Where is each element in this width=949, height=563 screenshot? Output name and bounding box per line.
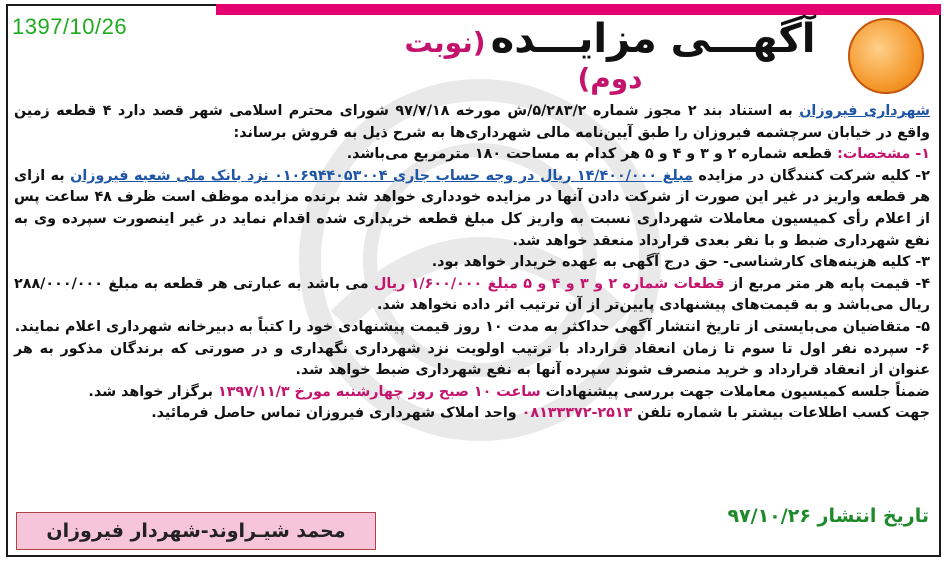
item-4-text: می باشد به عبارتی هر قطعه به مبلغ ۲۸۸/۰۰۰/۰۰۰ ریال می‌باشد و به قیمت‌های پیشنهادی پایین‌تر از آن ترتیب اثر داده نخواهد شد.	[14, 275, 930, 314]
item-5: ۵- متقاضیان می‌بایستی از تاریخ انتشار آگهی حداکثر به مدت ۱۰ روز قیمت پیشنهادی خود را کتباً به دبیرخانه شهرداری اعلام نمایند.	[14, 318, 930, 335]
municipality-logo-icon	[848, 18, 924, 94]
item-3: ۳- کلیه هزینه‌های کارشناسی- حق درج آگهی به عهده خریدار خواهد بود.	[431, 254, 930, 271]
municipality-name: شهرداری فیروزان	[799, 103, 930, 119]
item-2-lead: ۲- کلیه شرکت کنندگان در مزایده	[698, 167, 930, 184]
item-4	[14, 274, 930, 317]
item-2	[14, 166, 930, 252]
publish-date: تاریخ انتشار ۹۷/۱۰/۲۶	[727, 505, 929, 527]
ad-subtitle: (نوبت دوم)	[404, 26, 643, 95]
item-1-text: قطعه شماره ۲ و ۳ و ۴ و ۵ هر کدام به مساحت ۱۸۰ مترمربع می‌باشد.	[346, 146, 833, 163]
session-note-lead: ضمناً جلسه کمیسیون معاملات جهت بررسی پیشنهادات	[545, 383, 930, 400]
deposit-amount: مبلغ ۱۴/۴۰۰/۰۰۰ ریال در وجه حساب جاری ۰۱۰۶۹۴۴۰۵۳۰۰۴ نزد بانک ملی شعبه فیروزان	[70, 167, 693, 184]
item-1	[14, 144, 930, 166]
ad-header	[370, 16, 850, 95]
item-2-text: به ازای هر قطعه واریز در غیر این صورت از شرکت دادن آنها در مزایده خودداری خواهد شد برنده مزایده موظف است ظرف ۴۸ ساعت پس از اعلام رأی کمیسیون معاملات شهرداری نسبت به واریز کل مبلغ قطعه خریداری شده اقدام نماید در غیر اینصورت سپرده وی به نفع شهرداری ضبط و با نفر بعدی قرارداد منعقد خواهد شد.	[14, 167, 930, 249]
top-accent-bar	[216, 4, 941, 15]
item-4-lead: ۴- قیمت پایه هر متر مربع از	[730, 275, 931, 292]
session-time: ساعت ۱۰ صبح روز چهارشنبه مورخ ۱۳۹۷/۱۱/۳	[218, 383, 541, 400]
contact-lead: جهت کسب اطلاعات بیشتر با شماره تلفن	[637, 405, 930, 422]
session-note-tail: برگزار خواهد شد.	[88, 383, 214, 400]
stamp-date: 1397/10/26	[12, 14, 128, 39]
ad-body	[14, 101, 930, 425]
ad-title: آگهـــی مزایـــده	[490, 16, 816, 62]
base-price: قطعات شماره ۲ و ۳ و ۴ و ۵ مبلغ ۱/۶۰۰/۰۰۰ ریال	[373, 275, 725, 292]
contact-line	[14, 403, 930, 425]
item-1-label: ۱- مشخصات:	[837, 146, 930, 163]
intro-text: به استناد بند ۲ مجوز شماره ۵/۲۸۳/۲/ش مورخه ۹۷/۷/۱۸ شورای محترم اسلامی شهر قصد دارد ۴ قطعه زمین واقع در خیابان سرچشمه فیروزان را طبق آیین‌نامه مالی شهرداری‌ها به شرح ذیل به فروش برساند:	[14, 103, 930, 141]
signature-box: محمد شیـراوند-شهردار فیروزان	[16, 512, 376, 550]
contact-tail: واحد املاک شهرداری فیروزان تماس حاصل فرمائید.	[151, 405, 517, 422]
intro-paragraph	[14, 101, 930, 144]
item-6: ۶- سپرده نفر اول تا سوم تا زمان انعقاد قرارداد با ترتیب اولویت نزد شهرداری نگهداری و در صورتی که برندگان مذکور به هر عنوان از انعقاد قرارداد و خرید منصرف شوند سپرده آنها به نفع شهرداری ضبط خواهد شد.	[14, 340, 930, 379]
session-note	[14, 382, 930, 404]
phone-number: ۲۵۱۳-۰۸۱۳۳۳۷۲	[521, 405, 633, 422]
